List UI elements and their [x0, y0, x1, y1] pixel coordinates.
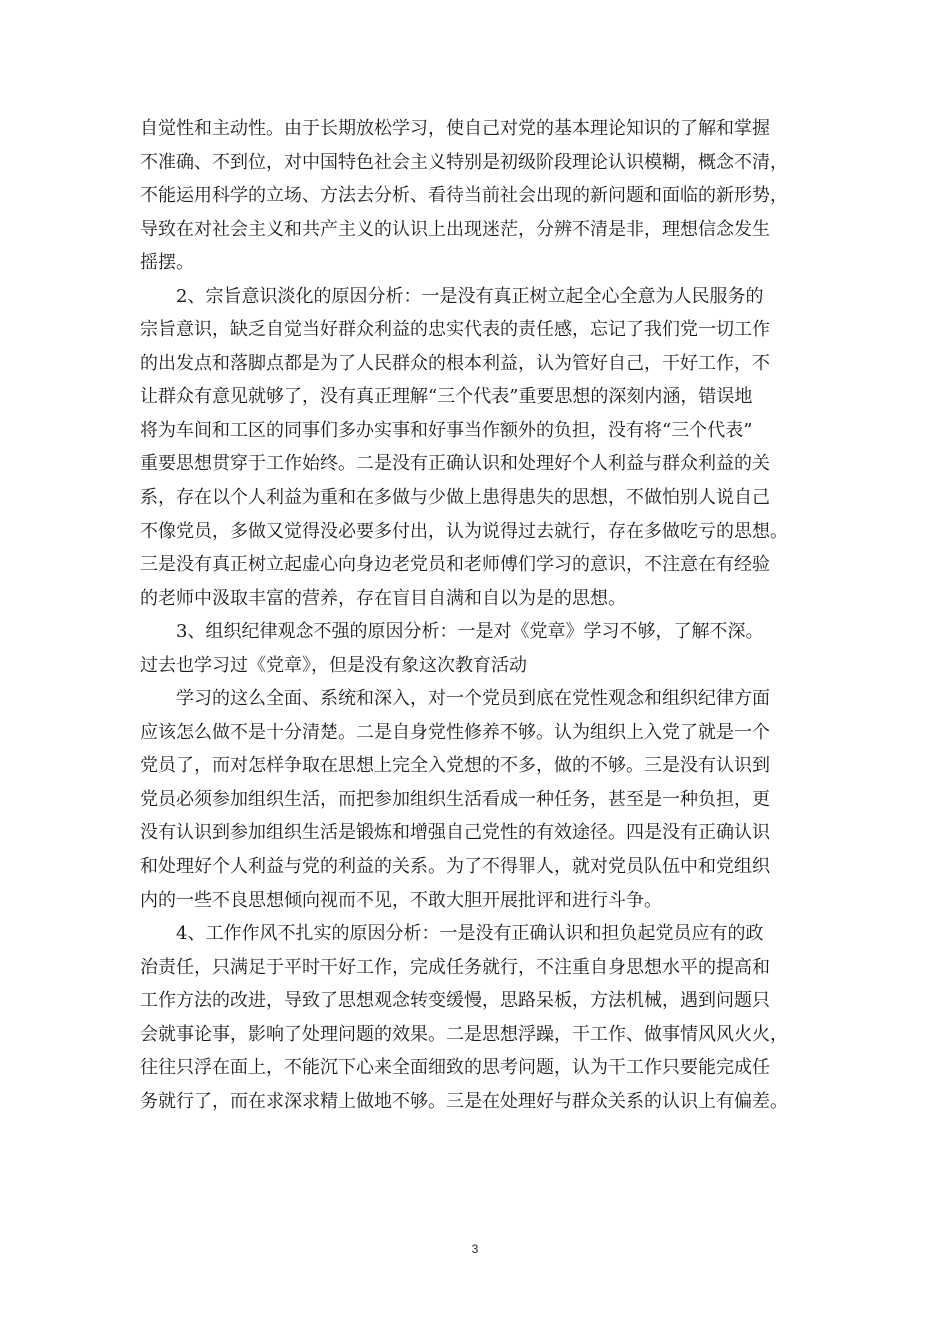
text-line: 3、组织纪律观念不强的原因分析：一是对《党章》学习不够，了解不深。	[176, 621, 764, 643]
text-line: 三是没有真正树立起虚心向身边老党员和老师傅们学习的意识，不注意在有经验	[140, 554, 770, 576]
text-line: 应该怎么做不是十分清楚。二是自身党性修养不够。认为组织上入党了就是一个	[140, 721, 770, 743]
page-number: 3	[471, 1242, 479, 1256]
text-line: 系，存在以个人利益为重和在多做与少做上患得患失的思想，不做怕别人说自己	[140, 487, 770, 509]
text-line: 和处理好个人利益与党的利益的关系。为了不得罪人，就对党员队伍中和党组织	[140, 856, 770, 878]
text-line: 导致在对社会主义和共产主义的认识上出现迷茫，分辨不清是非，理想信念发生	[140, 218, 770, 240]
body-text	[140, 112, 830, 1118]
text-line: 不像党员，多做又觉得没必要多付出，认为说得过去就行，存在多做吃亏的思想。	[140, 520, 788, 542]
text-line: 摇摆。	[140, 252, 194, 274]
text-line: 学习的这么全面、系统和深入，对一个党员到底在党性观念和组织纪律方面	[176, 688, 770, 710]
text-line: 将为车间和工区的同事们多办实事和好事当作额外的负担，没有将“三个代表”	[140, 419, 753, 441]
text-line: 的出发点和落脚点都是为了人民群众的根本利益，认为管好自己，干好工作，不	[140, 352, 770, 374]
text-line: 内的一些不良思想倾向视而不见，不敢大胆开展批评和进行斗争。	[140, 889, 662, 911]
text-line: 党员了，而对怎样争取在思想上完全入党想的不多，做的不够。三是没有认识到	[140, 755, 770, 777]
text-line: 务就行了，而在求深求精上做地不够。三是在处理好与群众关系的认识上有偏差。	[140, 1090, 788, 1112]
text-line: 不准确、不到位，对中国特色社会主义特别是初级阶段理论认识模糊，概念不清，	[140, 151, 788, 173]
text-line: 2、宗旨意识淡化的原因分析：一是没有真正树立起全心全意为人民服务的	[176, 285, 764, 307]
text-line: 4、工作作风不扎实的原因分析：一是没有正确认识和担负起党员应有的政	[176, 923, 764, 945]
text-line: 过去也学习过《党章》，但是没有象这次教育活动	[140, 654, 527, 676]
text-line: 工作方法的改进，导致了思想观念转变缓慢，思路呆板，方法机械，遇到问题只	[140, 990, 770, 1012]
text-line: 治责任，只满足于平时干好工作，完成任务就行，不注重自身思想水平的提高和	[140, 956, 770, 978]
text-line: 会就事论事，影响了处理问题的效果。二是思想浮躁，干工作、做事情风风火火，	[140, 1023, 788, 1045]
text-line: 的老师中汲取丰富的营养，存在盲目自满和自以为是的思想。	[140, 587, 626, 609]
text-line: 往往只浮在面上，不能沉下心来全面细致的思考问题，认为干工作只要能完成任	[140, 1057, 770, 1079]
text-line: 没有认识到参加组织生活是锻炼和增强自己党性的有效途径。四是没有正确认识	[140, 822, 770, 844]
text-line: 自觉性和主动性。由于长期放松学习，使自己对党的基本理论知识的了解和掌握	[140, 118, 770, 139]
text-line: 让群众有意见就够了，没有真正理解“三个代表”重要思想的深刻内涵，错误地	[140, 386, 753, 408]
text-line: 重要思想贯穿于工作始终。二是没有正确认识和处理好个人利益与群众利益的关	[140, 453, 770, 475]
text-line: 宗旨意识，缺乏自觉当好群众利益的忠实代表的责任感，忘记了我们党一切工作	[140, 319, 770, 341]
text-line: 党员必须参加组织生活，而把参加组织生活看成一种任务，甚至是一种负担，更	[140, 788, 770, 810]
text-line: 不能运用科学的立场、方法去分析、看待当前社会出现的新问题和面临的新形势，	[140, 185, 788, 207]
